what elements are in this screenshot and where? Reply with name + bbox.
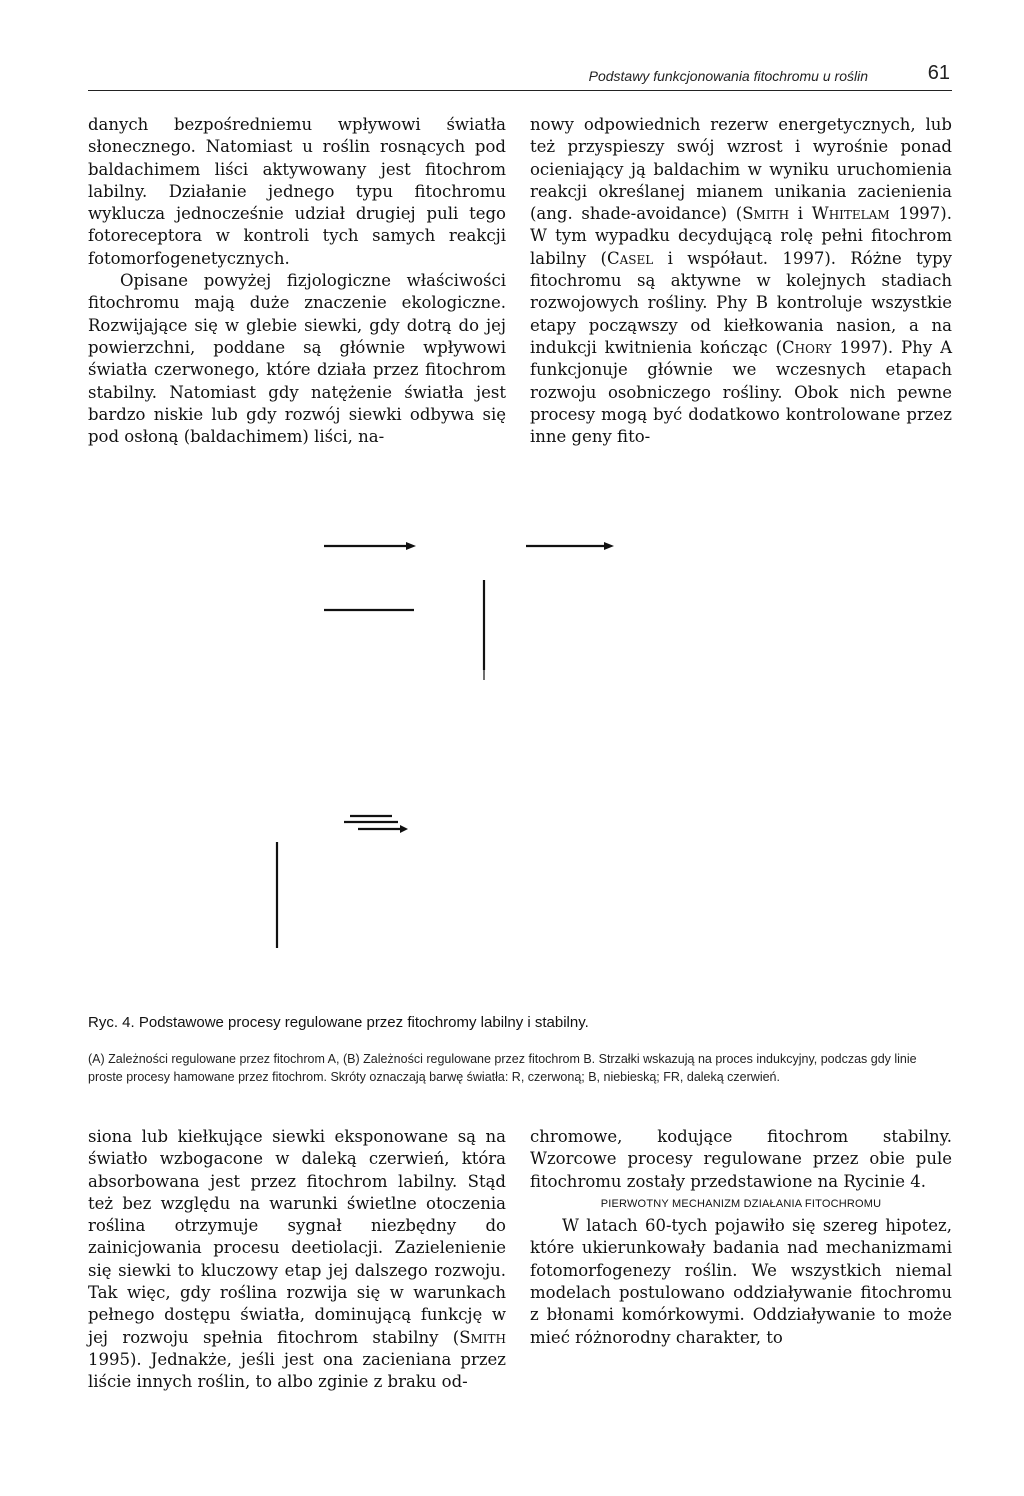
text-run: siona lub kiełkujące siewki eksponowane są na światło wzbogacone w daleką czerwień, która absorbowana jest przez fitochrom labilny. Stąd też bez względu na warunki świetlne otoczenia roślina otrzymuje sygnał niezbędny do zainicjowania procesu deetiolacji. Zazielenienie się siewki to kluczowy etap jej dalszego rozwoju. Tak więc, gdy roślina rozwija się w warunkach pełnego dostępu światła, dominującą funkcję w jej rozwoju spełnia fitochrom stabilny ( — [88, 1127, 506, 1347]
figure-diagram — [88, 520, 952, 970]
arrow-head — [400, 825, 408, 833]
text-run: i współaut. 1997). Różne typy fitochromu są aktywne w kolejnych stadiach rozwojowych rośliny. Phy B kontroluje wszystkie etapy począwszy od kiełkowania nasion, a na indukcji kwitnienia kończąc ( — [530, 248, 952, 357]
paragraph: Opisane powyżej fizjologiczne właściwości fitochromu mają duże znaczenie ekologiczne. Rozwijające się w glebie siewki, gdy dotrą do jej powierzchni, poddane są głównie wpływowi światła czerwonego, które działa przez fitochrom stabilny. Natomiast gdy natężenie światła jest bardzo niskie lub gdy rozwój siewki odbywa się pod osłoną (baldachimem) liści, na- — [88, 271, 506, 447]
author-citation: Smith — [459, 1327, 506, 1347]
paragraph: chromowe, kodujące fitochrom stabilny. Wzorcowe procesy regulowane przez obie pule fitochromu zostały przedstawione na Rycinie 4. — [530, 1127, 952, 1191]
author-citation: Casel — [606, 248, 654, 268]
running-header — [88, 62, 952, 91]
paragraph — [88, 1126, 506, 1394]
text-run: i — [789, 204, 812, 224]
text-run: 1997). Phy A funkcjonuje głównie we wczesnych etapach rozwoju osobniczego rośliny. Obok nich pewne procesy mogą być dodatkowo kontrolowane przez inne geny fito- — [530, 337, 952, 447]
author-citation: Smith — [742, 204, 790, 224]
column-bottom-left — [88, 1126, 506, 1394]
column-bottom-right — [530, 1126, 952, 1349]
arrow-head — [406, 542, 416, 550]
author-citation: Chory — [782, 337, 832, 357]
author-citation: Whitelam — [811, 204, 890, 224]
text-run: 1997). W tym wypadku decydującą rolę pełni fitochrom labilny ( — [530, 204, 952, 268]
paragraph: danych bezpośredniemu wpływowi światła słonecznego. Natomiast u roślin rosnących pod baldachimem liści aktywowany jest fitochrom labilny. Działanie jednego typu fitochromu wyklucza jednocześnie udział drugiej puli tego fotoreceptora w kontroli tych samych reakcji fotomorfogenetycznych. — [88, 115, 506, 268]
paragraph: W latach 60-tych pojawiło się szereg hipotez, które ukierunkowały badania nad mechanizmami fotomorfogenezy roślin. We wszystkich niemal modelach postulowano oddziaływanie fitochromu z błonami komórkowymi. Oddziaływanie to może mieć różnorodny charakter, to — [530, 1216, 952, 1347]
running-title: Podstawy funkcjonowania fitochromu u roślin — [588, 68, 868, 84]
column-top-right — [530, 114, 952, 448]
page-number: 61 — [927, 62, 950, 84]
figure-caption-title: Ryc. 4. Podstawowe procesy regulowane przez fitochromy labilny i stabilny. — [88, 1014, 589, 1031]
arrow-head — [604, 542, 614, 550]
section-heading: PIERWOTNY MECHANIZM DZIAŁANIA FITOCHROMU — [600, 1197, 882, 1210]
paragraph — [530, 114, 952, 448]
text-run: 1995). Jednakże, jeśli jest ona zacieniana przez liście innych roślin, to albo zginie z braku od- — [88, 1349, 506, 1392]
figure-caption-text: (A) Zależności regulowane przez fitochrom A, (B) Zależności regulowane przez fitochrom B. Strzałki wskazują na proces indukcyjny, podczas gdy linie proste procesy hamowane przez fitochrom. Skróty oznaczają barwę światła: R, czerwoną; B, niebieską; FR, daleką czerwień. — [88, 1052, 917, 1084]
text-run: nowy odpowiednich rezerw energetycznych, lub też przyspieszy swój wzrost i wyrośnie ponad ocieniający ją baldachim w wyniku uruchomienia reakcji określanej mianem unikania zacienienia (ang. shade-avoidance) ( — [530, 115, 952, 224]
column-top-left — [88, 114, 506, 448]
